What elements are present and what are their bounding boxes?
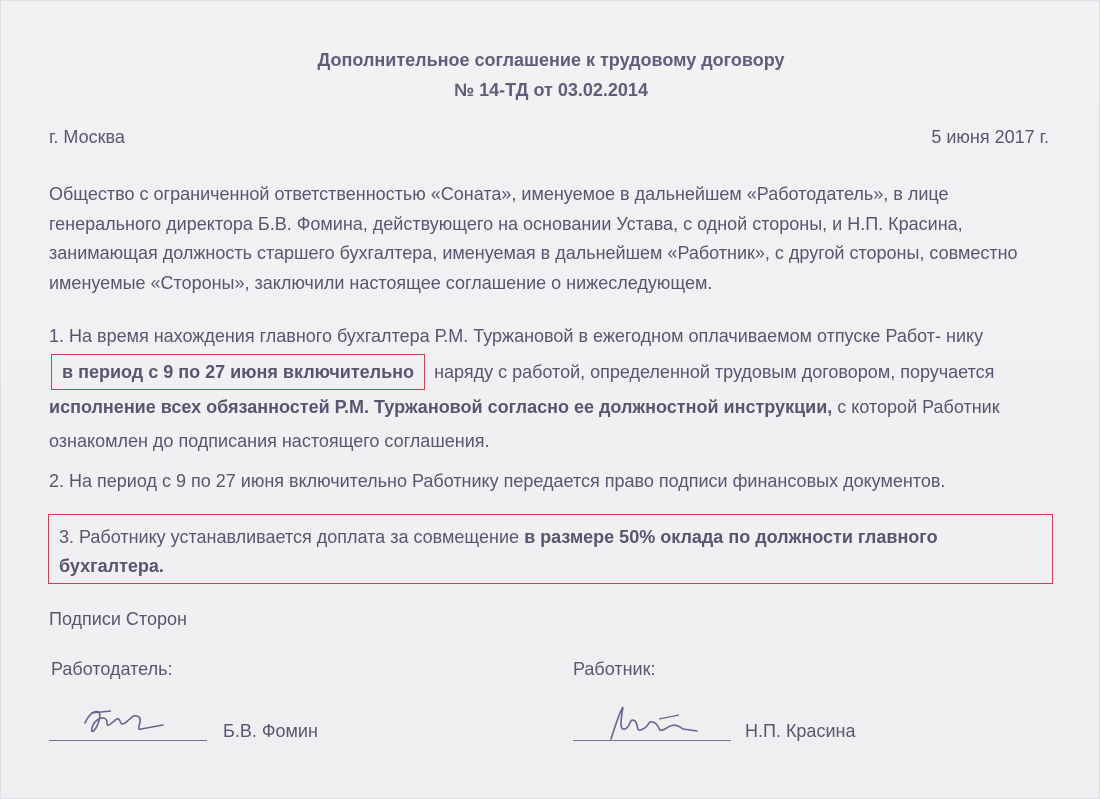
place: г. Москва	[49, 127, 125, 147]
employee-label: Работник:	[573, 659, 656, 679]
signatures-title: Подписи Сторон	[49, 609, 187, 629]
employer-signature-line	[49, 740, 207, 741]
clause-1-highlight: в период с 9 по 27 июня включительно	[51, 354, 425, 390]
clause-1-text-b: наряду с работой, определенной трудовым договором, поручается	[434, 361, 995, 382]
employee-signature-icon	[601, 701, 701, 745]
employer-name: Б.В. Фомин	[223, 721, 318, 741]
document-date: 5 июня 2017 г.	[931, 127, 1049, 147]
intro-paragraph: Общество с ограниченной ответственностью «Соната», именуемое в дальнейшем «Работодатель», в лице генерального директора Б.В. Фомина, действующего на основании Устава, с одной стороны, и Н.П. Красина, занимающая должность старшего бухгалтера, именуемая в дальнейшем «Работник», с другой стороны, совместно именуемые «Стороны», заключили настоящее соглашение о нижеследующем.	[49, 184, 1018, 293]
clause-1-bold: исполнение всех обязанностей Р.М. Туржановой согласно ее должностной инструкции,	[49, 396, 833, 417]
clause-1	[49, 319, 1055, 459]
clause-1-text-a: 1. На время нахождения главного бухгалтера Р.М. Туржановой в ежегодном оплачиваемом отпуске Работ- нику	[49, 326, 984, 346]
employer-label: Работодатель:	[51, 659, 173, 679]
clause-3-box	[48, 514, 1053, 584]
clause-3-text: 3. Работнику устанавливается доплата за совмещение	[59, 527, 520, 547]
employer-signature-icon	[77, 701, 167, 741]
title-line-2: № 14-ТД от 03.02.2014	[454, 80, 648, 100]
clause-3-bold: в размере 50% оклада по должности главного бухгалтера.	[59, 527, 938, 576]
clause-1-text-c: с которой Работник ознакомлен до подписания настоящего соглашения.	[49, 396, 1000, 451]
employee-name: Н.П. Красина	[745, 721, 856, 741]
clause-2: 2. На период с 9 по 27 июня включительно Работнику передается право подписи финансовых документов.	[49, 471, 946, 491]
title-line-1: Дополнительное соглашение к трудовому договору	[317, 50, 785, 70]
employee-signature-line	[573, 740, 731, 741]
document-title	[1, 45, 1100, 105]
